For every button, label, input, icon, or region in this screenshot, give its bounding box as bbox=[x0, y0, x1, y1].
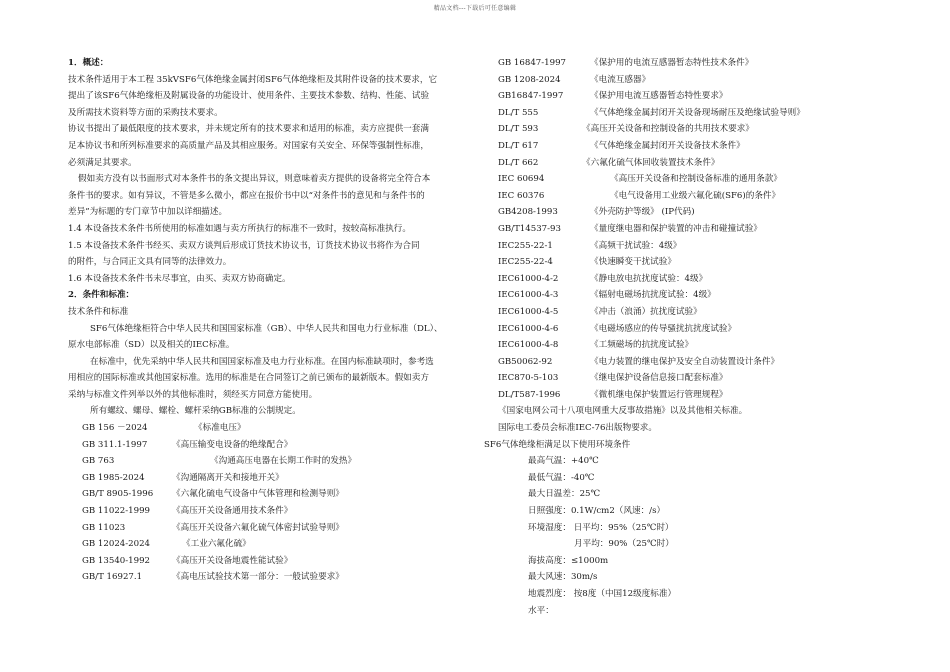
right.lines_after-line: SF6气体绝缘柜满足以下使用环境条件 bbox=[484, 439, 631, 450]
standard-title: 《沟通隔离开关和接地开关》 bbox=[172, 472, 284, 483]
standard-title: 《继电保护设备信息接口配套标准》 bbox=[590, 373, 728, 384]
standard-entry bbox=[484, 271, 874, 288]
standard-entry bbox=[484, 72, 874, 89]
standard-entry bbox=[68, 453, 488, 470]
right.lines_after-line: 最高气温：+40℃ bbox=[528, 456, 599, 467]
left.lines-line: 技术条件和标准 bbox=[68, 306, 129, 317]
left-column bbox=[68, 55, 488, 586]
standard-entry bbox=[484, 105, 874, 122]
standard-title: 《气体绝缘金属封闭开关设备现场耐压及绝缘试验导则》 bbox=[590, 107, 805, 118]
left.lines-line: 1．概述： bbox=[68, 58, 109, 68]
standard-code: IEC61000-4-6 bbox=[498, 323, 559, 334]
standard-entry bbox=[484, 337, 874, 354]
standard-title: 《保护用的电流互感器暂态特性技术条件》 bbox=[590, 58, 754, 68]
left.lines-line: 1.6 本设备技术条件书未尽事宜，由买、卖双方协商确定。 bbox=[68, 273, 291, 284]
standard-title: 《静电放电抗扰度试验：4级》 bbox=[590, 273, 708, 284]
left.lines-line: 假如卖方没有以书面形式对本条件书的条文提出异议，则意味着卖方提供的设备将完全符合本 bbox=[78, 174, 431, 185]
left.lines-line: SF6气体绝缘柜符合中华人民共和国国家标准（GB）、中华人民共和国电力行业标准（DL）、 bbox=[90, 323, 443, 334]
standard-code: IEC870-5-103 bbox=[498, 373, 559, 384]
standard-code: GB 1208-2024 bbox=[498, 74, 561, 85]
standard-code: GB 1985-2024 bbox=[82, 472, 145, 483]
standard-title: 《高频干扰试验：4级》 bbox=[590, 240, 682, 251]
standard-entry bbox=[484, 138, 874, 155]
standard-code: GB 763 bbox=[82, 456, 115, 467]
standard-title: 《外壳防护等级》 (IP代码) bbox=[590, 207, 695, 218]
standard-code: GB 156 －2024 bbox=[82, 423, 148, 434]
standard-code: GB 11023 bbox=[82, 522, 126, 533]
left.lines-line: 必须满足其要求。 bbox=[68, 157, 137, 168]
standard-entry bbox=[68, 503, 488, 520]
left.lines-line: 提出了该SF6气体绝缘柜及附属设备的功能设计、使用条件、主要技术参数、结构、性能、试验 bbox=[68, 91, 430, 102]
standard-code: GB 13540-1992 bbox=[82, 555, 151, 566]
standard-code: GB/T 16927.1 bbox=[82, 572, 143, 583]
standard-entry bbox=[68, 486, 488, 503]
standard-code: GB50062-92 bbox=[498, 356, 553, 367]
standard-code: GB 12024-2024 bbox=[82, 539, 151, 550]
left.lines-line: 1.5 本设备技术条件书经买、卖双方谈判后形成订货技术协议书，订货技术协议书将作为合同 bbox=[68, 240, 420, 251]
right.lines_after-line: 海拔高度：≤1000m bbox=[528, 555, 609, 566]
standard-title: 《电磁场感应的传导骚扰抗扰度试验》 bbox=[590, 323, 737, 334]
left.lines-line: 2．条件和标准： bbox=[68, 290, 135, 301]
standard-entry bbox=[68, 420, 488, 437]
page-header: 精品文档---下载后可任意编辑 bbox=[433, 5, 517, 12]
standard-title: 《辐射电磁场抗扰度试验：4级》 bbox=[590, 290, 716, 301]
left-standards-list bbox=[68, 420, 488, 586]
standard-title: 《沟通高压电器在长期工作时的发热》 bbox=[210, 456, 357, 467]
standard-entry bbox=[484, 304, 874, 321]
standard-title: 《六氟化硫气体回收装置技术条件》 bbox=[582, 157, 720, 168]
standard-code: IEC61000-4-8 bbox=[498, 340, 559, 351]
left.lines-line: 足本协议书和所列标准要求的高质量产品及其相应服务。对国家有关安全、环保等强制性标准， bbox=[68, 140, 429, 151]
standard-title: 《工频磁场的抗扰度试验》 bbox=[590, 340, 694, 351]
standard-code: GB 311.1-1997 bbox=[82, 439, 148, 450]
standard-entry bbox=[68, 553, 488, 570]
left.lines-line: 在标准中，优先采纳中华人民共和国国家标准及电力行业标准。在国内标准缺项时，参考选 bbox=[90, 356, 434, 367]
right.lines_after-line: 地震烈度： 按8度（中国12级度标准） bbox=[528, 589, 677, 599]
standard-title: 《快速瞬变干扰试验》 bbox=[590, 257, 676, 268]
standard-title: 《电流互感器》 bbox=[590, 74, 651, 85]
standard-title: 《高压开关设备六氟化硫气体密封试验导则》 bbox=[172, 522, 344, 533]
standard-entry bbox=[484, 287, 874, 304]
left.lines-line: 差异”为标题的专门章节中加以详细描述。 bbox=[68, 207, 228, 218]
standard-code: DL/T 662 bbox=[498, 157, 539, 168]
standard-title: 《量度继电器和保护装置的冲击和碰撞试验》 bbox=[590, 223, 762, 234]
standard-code: IEC61000-4-2 bbox=[498, 273, 559, 284]
standard-code: IEC255-22-4 bbox=[498, 257, 553, 268]
standard-title: 《六氟化硫电气设备中气体管理和检测导则》 bbox=[172, 489, 344, 500]
standard-entry bbox=[484, 387, 874, 404]
standard-code: GB/T 8905-1996 bbox=[82, 489, 154, 500]
standard-entry bbox=[68, 569, 488, 586]
standard-title: 《高压输变电设备的绝缘配合》 bbox=[172, 439, 293, 450]
standard-entry bbox=[484, 221, 874, 238]
standard-code: GB4208-1993 bbox=[498, 207, 558, 218]
standard-code: IEC61000-4-3 bbox=[498, 290, 559, 301]
left.lines-line: 协议书提出了最低限度的技术要求，并未规定所有的技术要求和适用的标准，卖方应提供一套满 bbox=[68, 124, 429, 135]
left.lines-line: 原水电部标准（SD）以及相关的IEC标准。 bbox=[68, 340, 235, 351]
standard-entry bbox=[484, 354, 874, 371]
right.lines_after-line: 最大风速：30m/s bbox=[528, 572, 598, 583]
left.lines-line: 用相应的国际标准或其他国家标准。选用的标准是在合同签订之前已颁布的最新版本。假如卖方 bbox=[68, 373, 429, 384]
standard-title: 《工业六氟化硫》 bbox=[182, 539, 251, 550]
standard-entry bbox=[68, 470, 488, 487]
right-paragraphs bbox=[484, 403, 874, 619]
left.lines-line: 1.4 本设备技术条件书所使用的标准如遇与卖方所执行的标准不一致时，按较高标准执行。 bbox=[68, 223, 411, 234]
standard-entry bbox=[68, 520, 488, 537]
standard-code: DL/T 555 bbox=[498, 107, 539, 118]
standard-code: IEC255-22-1 bbox=[498, 240, 553, 251]
right.lines_after-line: 最低气温：-40℃ bbox=[528, 472, 595, 483]
standard-title: 《高压开关设备和控制设备的共用技术要求》 bbox=[582, 124, 754, 135]
standard-title: 《冲击（浪涌）抗扰度试验》 bbox=[590, 306, 702, 317]
standard-title: 《保护用电流互感器暂态特性要求》 bbox=[590, 91, 728, 102]
standard-entry bbox=[484, 238, 874, 255]
standard-entry bbox=[484, 370, 874, 387]
standard-code: GB/T14537-93 bbox=[498, 223, 561, 234]
standard-code: GB16847-1997 bbox=[498, 91, 564, 102]
standard-entry bbox=[484, 321, 874, 338]
right.lines_after-line: 水平： bbox=[528, 605, 554, 616]
standard-title: 《高电压试验技术第一部分：一般试验要求》 bbox=[172, 572, 344, 583]
right.lines_after-line: 日照强度：0.1W/cm2（风速：/s） bbox=[528, 506, 666, 517]
left.lines-line: 所有螺纹、螺母、螺栓、螺杆采纳GB标准的公制规定。 bbox=[90, 406, 301, 417]
standard-code: DL/T 617 bbox=[498, 140, 539, 151]
right.lines_after-line: 月平均：90%（25℃时） bbox=[574, 539, 674, 550]
standard-code: GB 11022-1999 bbox=[82, 506, 151, 517]
standard-entry bbox=[484, 171, 874, 188]
standard-entry bbox=[68, 536, 488, 553]
standard-title: 《高压开关设备地震性能试验》 bbox=[172, 555, 293, 566]
right-column bbox=[484, 55, 874, 619]
standard-title: 《高压开关设备和控制设备标准的通用条款》 bbox=[610, 174, 782, 185]
right.lines_after-line: 《国家电网公司十八项电网重大反事故措施》以及其他相关标准。 bbox=[498, 406, 748, 417]
standard-code: IEC 60694 bbox=[498, 174, 545, 185]
standard-entry bbox=[484, 188, 874, 205]
standard-title: 《气体绝缘金属封闭开关设备技术条件》 bbox=[590, 140, 745, 151]
left.lines-line: 的附件，与合同正文具有同等的法律效力。 bbox=[68, 257, 232, 268]
right.lines_after-line: 国际电工委员会标准IEC-76出版物要求。 bbox=[498, 423, 657, 434]
standard-entry bbox=[484, 121, 874, 138]
right.lines_after-line: 环境湿度： 日平均：95%（25℃时） bbox=[528, 522, 674, 533]
standard-code: GB 16847-1997 bbox=[498, 58, 567, 68]
standard-entry bbox=[484, 155, 874, 172]
standard-title: 《电气设备用工业级六氟化硫(SF6)的条件》 bbox=[610, 190, 781, 201]
left.lines-line: 条件书的要求。如有异议，不管是多么微小，都应在报价书中以“对条件书的意见和与条件书的 bbox=[68, 190, 425, 201]
standard-title: 《电力装置的继电保护及安全自动装置设计条件》 bbox=[590, 356, 780, 367]
standard-code: DL/T587-1996 bbox=[498, 389, 561, 400]
standard-entry bbox=[68, 437, 488, 454]
left-paragraphs bbox=[68, 55, 488, 420]
left.lines-line: 及所需技术资料等方面的采购技术要求。 bbox=[68, 107, 223, 118]
standard-title: 《高压开关设备通用技术条件》 bbox=[172, 506, 293, 517]
left.lines-line: 技术条件适用于本工程 35kVSF6气体绝缘金属封闭SF6气体绝缘柜及其附件设备的技术要求，它 bbox=[68, 74, 438, 85]
right-standards-list bbox=[484, 55, 874, 403]
standard-title: 《微机继电保护装置运行管理规程》 bbox=[590, 389, 728, 400]
standard-title: 《标准电压》 bbox=[194, 423, 246, 434]
left.lines-line: 采纳与标准文件列举以外的其他标准时，须经买方同意方能使用。 bbox=[68, 389, 318, 400]
standard-entry bbox=[484, 204, 874, 221]
standard-entry bbox=[484, 88, 874, 105]
standard-code: DL/T 593 bbox=[498, 124, 539, 135]
standard-code: IEC 60376 bbox=[498, 190, 545, 201]
standard-entry bbox=[484, 55, 874, 72]
standard-code: IEC61000-4-5 bbox=[498, 306, 559, 317]
right.lines_after-line: 最大日温差：25℃ bbox=[528, 489, 601, 500]
standard-entry bbox=[484, 254, 874, 271]
